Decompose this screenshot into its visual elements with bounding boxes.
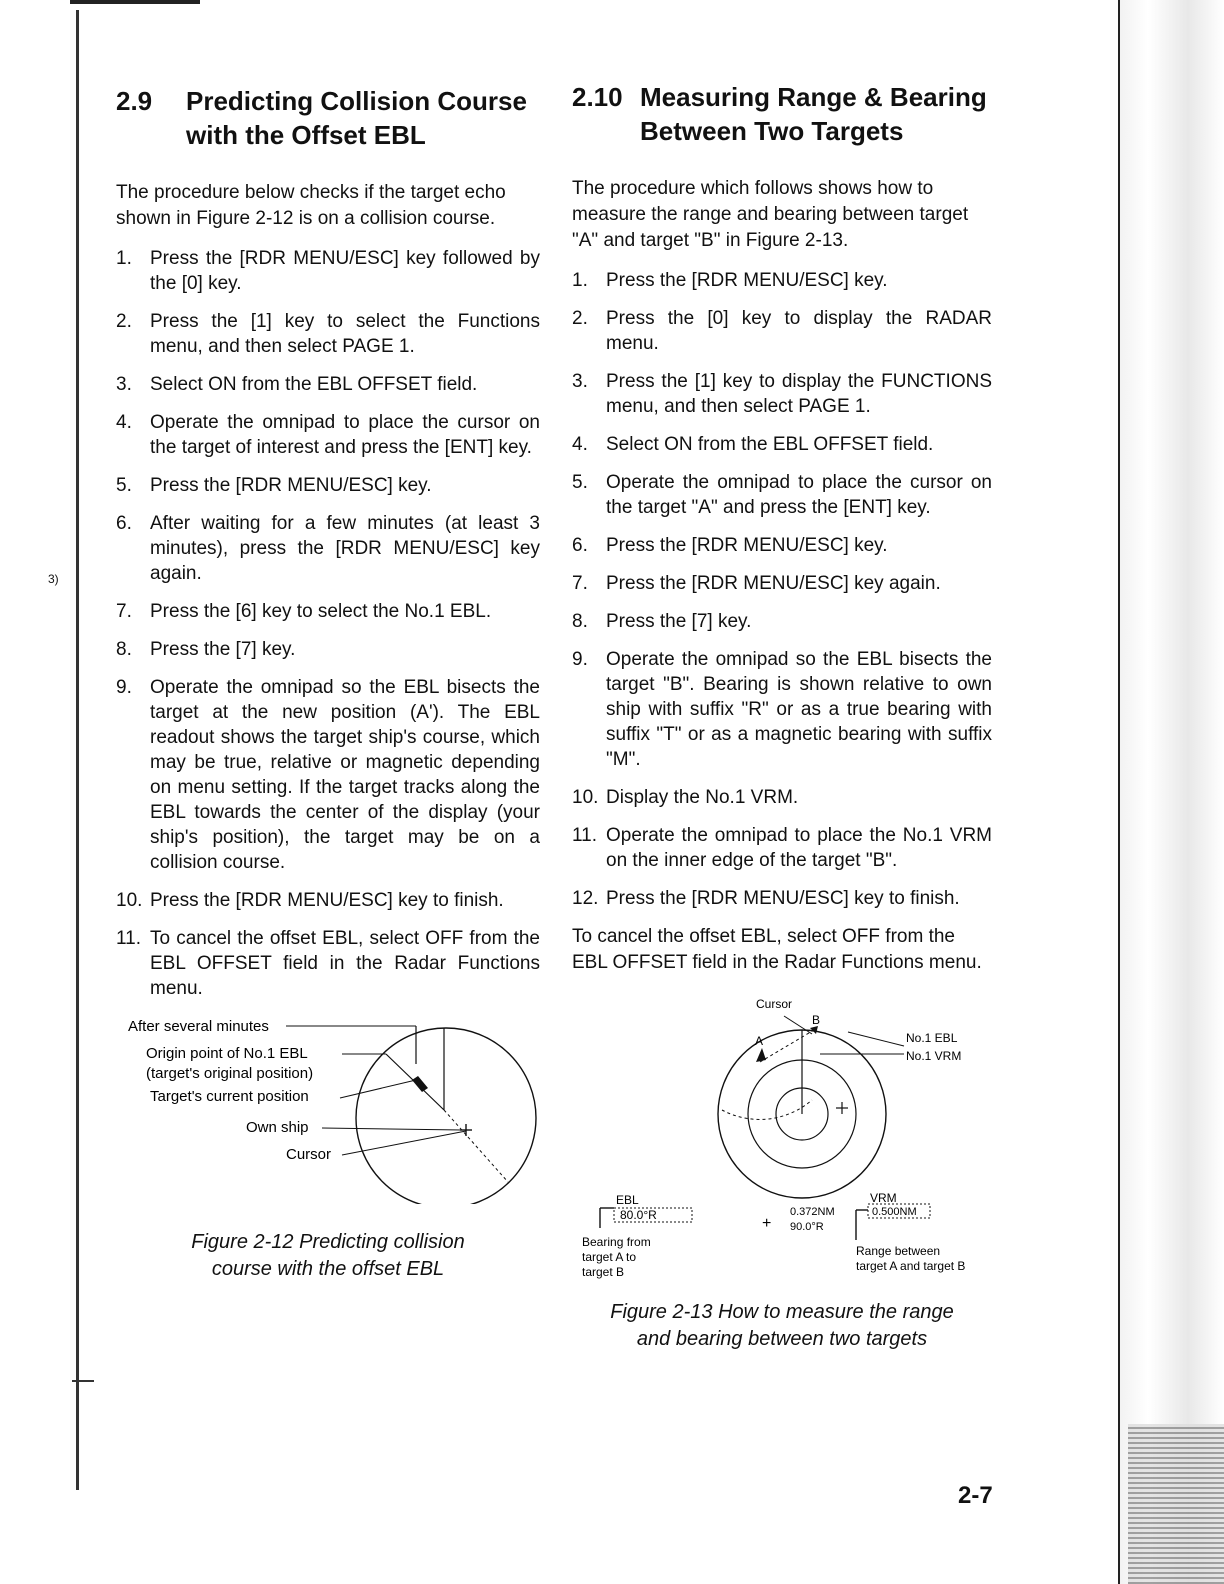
- step-number: 12.: [572, 888, 599, 909]
- step-number: 7.: [116, 601, 132, 622]
- page-number: 2-7: [958, 1482, 993, 1509]
- label-after-minutes: After several minutes: [128, 1018, 269, 1035]
- step-number: 10.: [572, 787, 599, 808]
- intro-paragraph: The procedure which follows shows how to measure the range and bearing between target "A" and target "B" in Figure 2-13.: [572, 178, 969, 251]
- step-text: Press the [RDR MENU/ESC] key.: [606, 535, 888, 556]
- step-text: Press the [1] key to select the Functions menu, and then select PAGE 1.: [150, 311, 540, 357]
- procedure-step: [572, 571, 992, 596]
- range-note-2: target A and target B: [856, 1259, 966, 1273]
- label-cursor: Cursor: [756, 997, 793, 1011]
- step-number: 6.: [572, 535, 588, 556]
- step-text: Press the [RDR MENU/ESC] key again.: [606, 573, 941, 594]
- bearing-note-3: target B: [582, 1265, 625, 1279]
- procedure-step: [116, 637, 540, 662]
- vrm-readout: 0.500NM: [872, 1206, 917, 1218]
- figure-2-12-caption: [116, 1229, 540, 1283]
- scanned-edge-noise: [1128, 1424, 1224, 1584]
- cursor-bearing: 90.0°R: [790, 1221, 824, 1233]
- step-number: 2.: [572, 308, 588, 329]
- step-number: 9.: [572, 649, 588, 670]
- section-title: Predicting Collision Course with the Offset EBL: [186, 86, 527, 150]
- figure-2-13-caption: [572, 1299, 992, 1353]
- range-note-1: Range between: [856, 1244, 941, 1258]
- step-text: To cancel the offset EBL, select OFF from the EBL OFFSET field in the Radar Functions menu.: [150, 928, 540, 999]
- procedure-step: [572, 533, 992, 558]
- step-text: After waiting for a few minutes (at least 3 minutes), press the [RDR MENU/ESC] key again.: [150, 513, 540, 584]
- step-text: Operate the omnipad so the EBL bisects the target at the new position (A'). The EBL readout shows the target ship's course, which may be true, relative or magnetic depending on menu setting. If the target tracks along the EBL towards the center of the display (your ship's position), the target may be on a collision course.: [150, 677, 540, 873]
- procedure-steps: [116, 246, 540, 1001]
- ebl-box-title: EBL: [616, 1193, 639, 1207]
- ebl-readout: 80.0°R: [620, 1208, 657, 1222]
- step-number: 4.: [572, 434, 588, 455]
- step-number: 4.: [116, 412, 132, 433]
- step-text: Operate the omnipad so the EBL bisects the target "B". Bearing is shown relative to own ship with suffix "R" or as a true bearing with suffix "T" or as a magnetic bearing with suffix "M".: [606, 649, 992, 770]
- label-origin-1: Origin point of No.1 EBL: [146, 1045, 308, 1062]
- label-current-position: Target's current position: [150, 1088, 309, 1105]
- cursor-range: 0.372NM: [790, 1206, 835, 1218]
- step-number: 6.: [116, 513, 132, 534]
- step-number: 1.: [572, 270, 588, 291]
- figure-2-13: [572, 990, 992, 1353]
- cursor-plus-icon: +: [762, 1215, 772, 1232]
- step-number: 11.: [116, 928, 142, 949]
- bearing-note-1: Bearing from: [582, 1235, 651, 1249]
- label-target-b: B: [812, 1013, 821, 1027]
- procedure-step: [572, 785, 992, 810]
- procedure-step: [116, 926, 540, 1001]
- label-target-a: A: [755, 1034, 764, 1048]
- ebl-dashed: [760, 1030, 814, 1062]
- step-text: Display the No.1 VRM.: [606, 787, 799, 808]
- step-text: Operate the omnipad to place the cursor on the target of interest and press the [ENT] key.: [150, 412, 540, 458]
- label-no1-vrm: No.1 VRM: [906, 1049, 962, 1063]
- step-text: Operate the omnipad to place the No.1 VRM on the inner edge of the target "B".: [606, 825, 992, 871]
- section-heading: [116, 84, 540, 152]
- section-title: Measuring Range & Bearing Between Two Targets: [640, 82, 987, 146]
- procedure-step: [572, 609, 992, 634]
- margin-mark: 3): [48, 572, 59, 586]
- procedure-step: [116, 511, 540, 586]
- step-text: Press the [RDR MENU/ESC] key to finish.: [150, 890, 504, 911]
- label-own-ship: Own ship: [246, 1119, 309, 1136]
- step-number: 5.: [572, 472, 588, 493]
- ebl-leader: [848, 1032, 904, 1046]
- binding-margin-line: [76, 10, 79, 1490]
- section-heading: [572, 80, 992, 148]
- procedure-step: [572, 306, 992, 356]
- section-number: 2.10: [572, 82, 623, 112]
- label-cursor: Cursor: [286, 1146, 332, 1163]
- margin-dash: [72, 1380, 94, 1382]
- current-leader: [340, 1080, 416, 1098]
- step-text: Press the [RDR MENU/ESC] key followed by the [0] key.: [150, 248, 540, 294]
- step-text: Select ON from the EBL OFFSET field.: [150, 374, 478, 395]
- step-number: 8.: [116, 639, 132, 660]
- section-number: 2.9: [116, 86, 153, 116]
- figure-2-12: [116, 1014, 540, 1283]
- caption-line-1: Figure 2-12 Predicting collision: [191, 1231, 465, 1253]
- step-number: 11.: [572, 825, 598, 846]
- procedure-step: [572, 268, 992, 293]
- procedure-step: [116, 599, 540, 624]
- intro-paragraph: The procedure below checks if the target echo shown in Figure 2-12 is on a collision course.: [116, 182, 506, 229]
- procedure-step: [572, 432, 992, 457]
- caption-line-2: and bearing between two targets: [636, 1328, 928, 1350]
- caption-line-2: course with the offset EBL: [211, 1258, 445, 1280]
- procedure-step: [572, 647, 992, 772]
- step-number: 1.: [116, 248, 132, 269]
- procedure-step: [572, 886, 992, 911]
- step-text: Press the [6] key to select the No.1 EBL.: [150, 601, 492, 622]
- step-text: Press the [RDR MENU/ESC] key to finish.: [606, 888, 960, 909]
- step-text: Press the [7] key.: [150, 639, 296, 660]
- own-ship-leader: [322, 1128, 462, 1130]
- procedure-step: [572, 823, 992, 873]
- section-2-10: [572, 80, 992, 1353]
- step-text: Press the [0] key to display the RADAR menu.: [606, 308, 992, 354]
- step-number: 9.: [116, 677, 132, 698]
- figure-2-13-diagram: [572, 990, 992, 1290]
- scanned-page-edge: [1108, 0, 1224, 1584]
- step-number: 2.: [116, 311, 132, 332]
- step-text: Select ON from the EBL OFFSET field.: [606, 434, 934, 455]
- procedure-step: [116, 372, 540, 397]
- step-text: Press the [RDR MENU/ESC] key.: [150, 475, 432, 496]
- procedure-step: [116, 473, 540, 498]
- step-text: Operate the omnipad to place the cursor on the target "A" and press the [ENT] key.: [606, 472, 992, 518]
- step-number: 10.: [116, 890, 143, 911]
- step-number: 5.: [116, 475, 132, 496]
- procedure-step: [116, 410, 540, 460]
- cursor-leader: [342, 1131, 466, 1155]
- figure-2-12-diagram: [116, 1014, 546, 1204]
- vrm-dashed-ring: [722, 1100, 812, 1119]
- procedure-step: [572, 470, 992, 520]
- section-2-9: [116, 84, 540, 1283]
- procedure-step: [572, 369, 992, 419]
- scan-top-line: [70, 0, 200, 4]
- label-no1-ebl: No.1 EBL: [906, 1031, 958, 1045]
- caption-line-1: Figure 2-13 How to measure the range: [610, 1301, 954, 1323]
- target-echo: [412, 1076, 428, 1092]
- step-number: 3.: [116, 374, 132, 395]
- vrm-box-title: VRM: [870, 1191, 897, 1205]
- procedure-steps: [572, 268, 992, 911]
- step-number: 3.: [572, 371, 588, 392]
- target-a-echo: [756, 1048, 766, 1062]
- step-text: Press the [RDR MENU/ESC] key.: [606, 270, 888, 291]
- ebl-extension: [444, 1110, 508, 1182]
- procedure-step: [116, 246, 540, 296]
- procedure-step: [116, 675, 540, 875]
- procedure-step: [116, 888, 540, 913]
- step-text: Press the [7] key.: [606, 611, 752, 632]
- bearing-note-2: target A to: [582, 1250, 637, 1264]
- procedure-step: [116, 309, 540, 359]
- step-number: 8.: [572, 611, 588, 632]
- step-text: Press the [1] key to display the FUNCTIONS menu, and then select PAGE 1.: [606, 371, 992, 417]
- outro-paragraph: To cancel the offset EBL, select OFF from the EBL OFFSET field in the Radar Functions menu.: [572, 926, 982, 973]
- label-origin-2: (target's original position): [146, 1065, 314, 1082]
- step-number: 7.: [572, 573, 588, 594]
